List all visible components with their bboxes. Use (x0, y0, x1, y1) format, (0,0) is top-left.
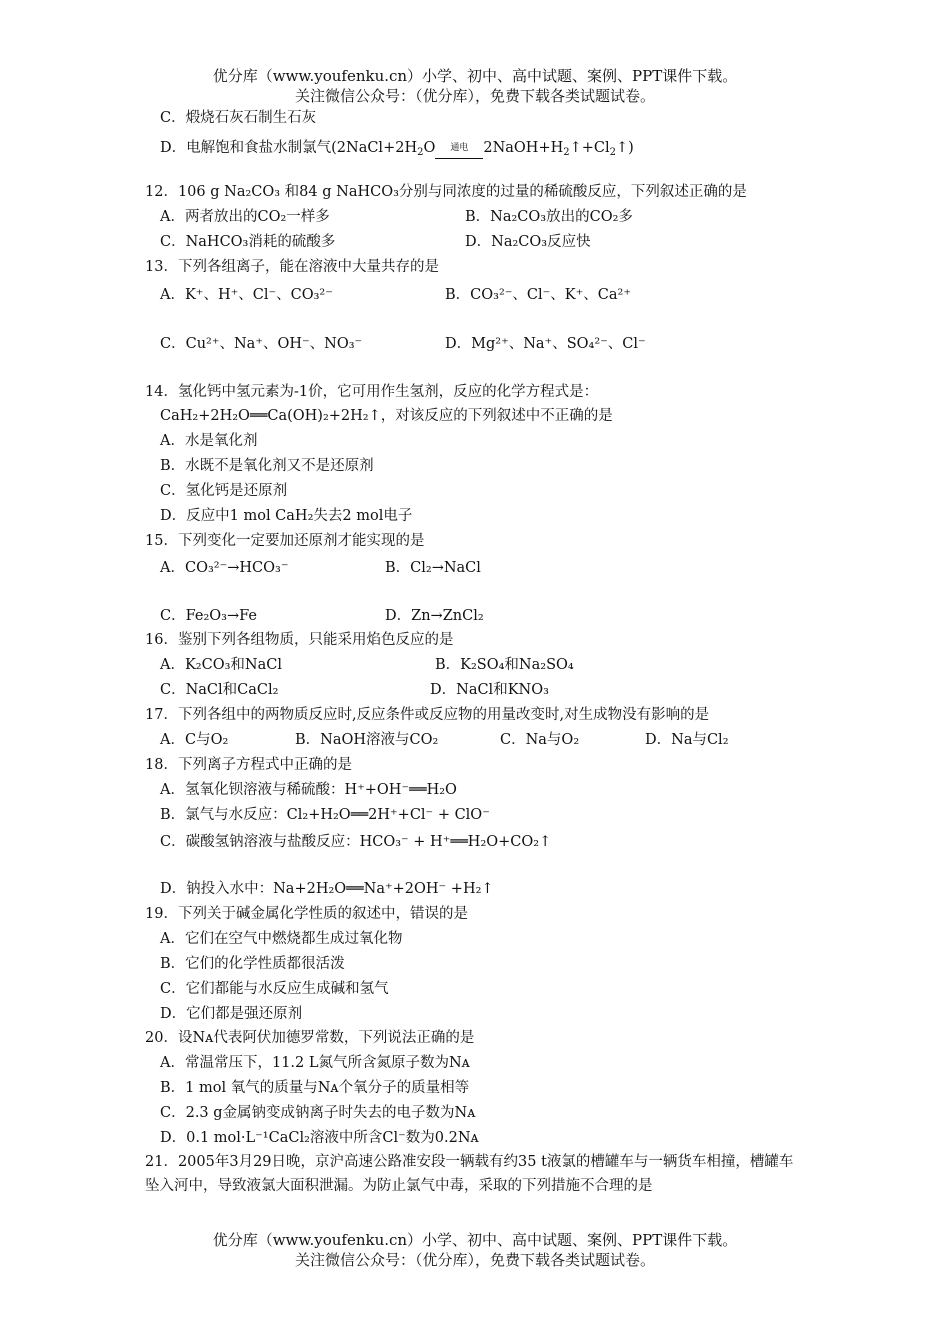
q12-option-b: B．Na₂CO₃放出的CO₂多 (465, 209, 633, 225)
q15-option-d: D．Zn→ZnCl₂ (385, 608, 484, 624)
q18-stem: 18．下列离子方程式中正确的是 (145, 757, 352, 773)
q11-option-d: D．电解饱和食盐水制氯气($2NaCl+2H_2O$ 通电 $2NaOH+H_2↑+Cl_2↑$) (160, 140, 634, 158)
header-line-1: 优分库（www.youfenku.cn）小学、初中、高中试题、案例、PPT课件下载。 (212, 67, 738, 85)
q19-stem: 19．下列关于碱金属化学性质的叙述中，错误的是 (145, 906, 468, 922)
q17-option-b: B．NaOH溶液与CO₂ (295, 732, 439, 748)
q17-option-a: A．C与O₂ (160, 732, 229, 748)
q11-d-post: 2NaOH+H (483, 140, 564, 156)
q15-option-b: B．Cl₂→NaCl (385, 560, 481, 576)
q20-option-d: D．0.1 mol·L⁻¹CaCl₂溶液中所含Cl⁻数为0.2Nᴀ (160, 1130, 479, 1146)
q12-option-c: C．NaHCO₃消耗的硫酸多 (160, 234, 336, 250)
q19-option-a: A．它们在空气中燃烧都生成过氧化物 (160, 931, 403, 947)
q14-option-b: B．水既不是氧化剂又不是还原剂 (160, 458, 374, 474)
q16-option-a: A．K₂CO₃和NaCl (160, 657, 282, 673)
q14-stem: 14．氢化钙中氢元素为-1价，它可用作生氢剂，反应的化学方程式是： (145, 384, 599, 400)
q16-option-d: D．NaCl和KNO₃ (430, 682, 549, 698)
q18-option-a: A．氢氧化钡溶液与稀硫酸：H⁺+OH⁻══H₂O (160, 782, 457, 798)
q11-d-close: ↑) (616, 140, 634, 156)
q18-option-b: B．氯气与水反应：Cl₂+H₂O══2H⁺+Cl⁻ + ClO⁻ (160, 807, 490, 823)
q16-option-b: B．K₂SO₄和Na₂SO₄ (435, 657, 574, 673)
footer-line-2: 关注微信公众号：（优分库），免费下载各类试题试卷。 (294, 1251, 655, 1269)
q11-option-c: C．煅烧石灰石制生石灰 (160, 110, 317, 126)
q11-d-pre: D．电解饱和食盐水制氯气(2NaCl+2H (160, 140, 418, 156)
q16-stem: 16．鉴别下列各组物质，只能采用焰色反应的是 (145, 632, 454, 648)
q13-option-c: C．Cu²⁺、Na⁺、OH⁻、NO₃⁻ (160, 336, 363, 352)
q14-option-a: A．水是氧化剂 (160, 433, 258, 449)
header-line-2: 关注微信公众号：（优分库），免费下载各类试题试卷。 (294, 87, 655, 105)
footer-line-1: 优分库（www.youfenku.cn）小学、初中、高中试题、案例、PPT课件下载。 (212, 1231, 738, 1249)
q14-option-d: D．反应中1 mol CaH₂失去2 mol电子 (160, 508, 413, 524)
q21-stem: 21．2005年3月29日晚，京沪高速公路准安段一辆载有约35 t液氯的槽罐车与一辆货车相撞，槽罐车坠入河中，导致液氯大面积泄漏。为防止氯气中毒，采取的下列措施不合理的是 (145, 1154, 794, 1194)
q19-option-d: D．它们都是强还原剂 (160, 1006, 303, 1022)
q17-stem: 17．下列各组中的两物质反应时,反应条件或反应物的用量改变时,对生成物没有影响的是 (145, 707, 710, 723)
q20-option-b: B．1 mol 氧气的质量与Nᴀ个氧分子的质量相等 (160, 1080, 470, 1096)
electrolysis-condition: 通电 (435, 138, 483, 159)
q20-option-a: A．常温常压下，11.2 L氮气所含氮原子数为Nᴀ (160, 1055, 470, 1071)
q15-option-a: A．CO₃²⁻→HCO₃⁻ (160, 560, 289, 576)
q12-option-a: A．两者放出的CO₂一样多 (160, 209, 330, 225)
q19-option-c: C．它们都能与水反应生成碱和氢气 (160, 981, 389, 997)
q12-option-d: D．Na₂CO₃反应快 (465, 234, 591, 250)
q13-option-a: A．K⁺、H⁺、Cl⁻、CO₃²⁻ (160, 287, 333, 303)
q18-option-d: D．钠投入水中：Na+2H₂O══Na⁺+2OH⁻ +H₂↑ (160, 881, 494, 897)
q16-option-c: C．NaCl和CaCl₂ (160, 682, 279, 698)
q15-option-c: C．Fe₂O₃→Fe (160, 608, 257, 624)
q20-option-c: C．2.3 g金属钠变成钠离子时失去的电子数为Nᴀ (160, 1105, 476, 1121)
q12-stem: 12．106 g Na₂CO₃ 和84 g NaHCO₃分别与同浓度的过量的稀硫酸反应，下列叙述正确的是 (145, 184, 747, 200)
q11-d-end: ↑+Cl (569, 140, 610, 156)
q14-equation: CaH₂+2H₂O══Ca(OH)₂+2H₂↑，对该反应的下列叙述中不正确的是 (160, 408, 613, 424)
q18-option-c: C．碳酸氢钠溶液与盐酸反应：HCO₃⁻ + H⁺══H₂O+CO₂↑ (160, 834, 552, 850)
q13-option-b: B．CO₃²⁻、Cl⁻、K⁺、Ca²⁺ (445, 287, 631, 303)
q20-stem: 20．设Nᴀ代表阿伏加德罗常数，下列说法正确的是 (145, 1030, 475, 1046)
q17-option-c: C．Na与O₂ (500, 732, 580, 748)
q13-stem: 13．下列各组离子，能在溶液中大量共存的是 (145, 259, 439, 275)
q15-stem: 15．下列变化一定要加还原剂才能实现的是 (145, 533, 425, 549)
q14-option-c: C．氢化钙是还原剂 (160, 483, 288, 499)
q19-option-b: B．它们的化学性质都很活泼 (160, 956, 345, 972)
q13-option-d: D．Mg²⁺、Na⁺、SO₄²⁻、Cl⁻ (445, 336, 646, 352)
q17-option-d: D．Na与Cl₂ (645, 732, 729, 748)
